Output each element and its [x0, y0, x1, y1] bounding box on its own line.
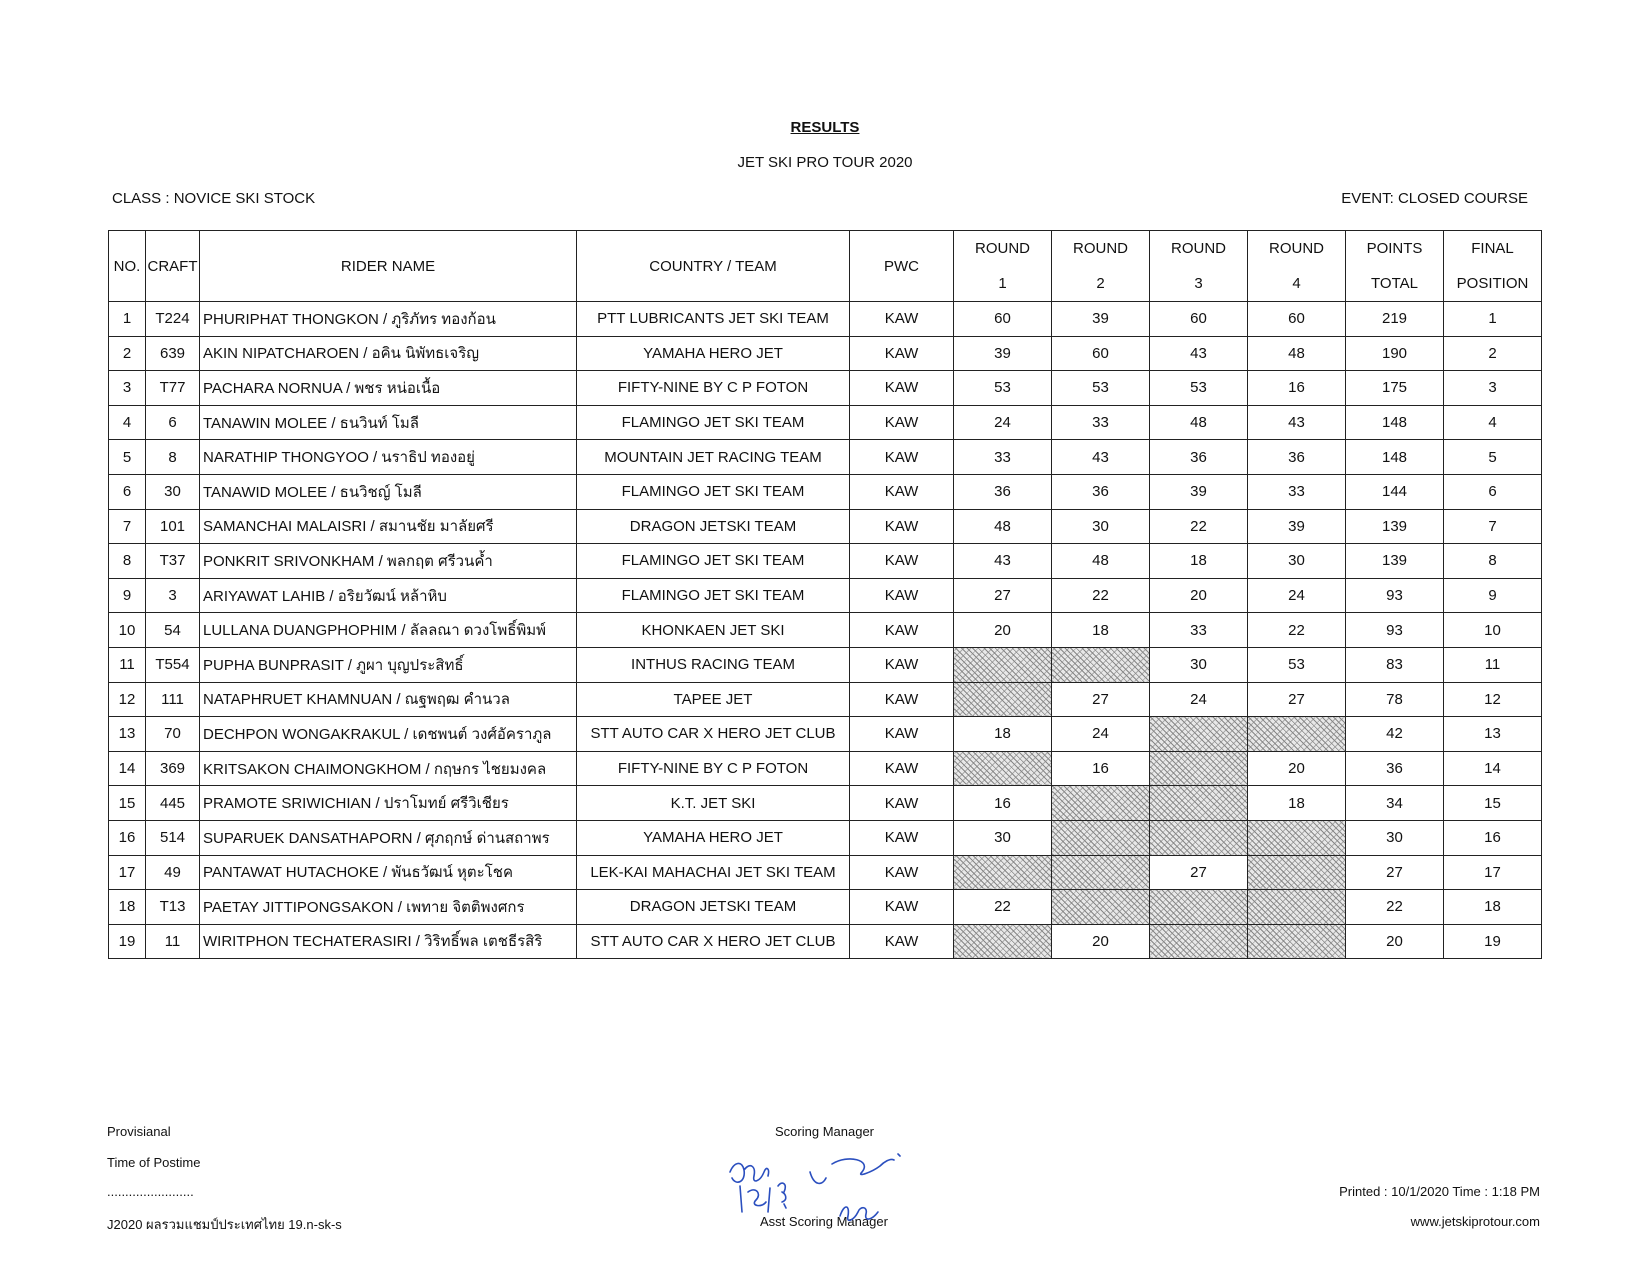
cell-round-3: 22	[1150, 509, 1248, 544]
cell-team: INTHUS RACING TEAM	[577, 647, 850, 682]
cell-round-4: 20	[1248, 751, 1346, 786]
cell-craft: T13	[146, 890, 200, 925]
table-row	[109, 578, 1542, 613]
cell-round-3: 30	[1150, 647, 1248, 682]
cell-team: YAMAHA HERO JET	[577, 336, 850, 371]
cell-round-4	[1248, 820, 1346, 855]
col-header-craft: CRAFT	[146, 231, 200, 302]
cell-team: K.T. JET SKI	[577, 786, 850, 821]
cell-craft: 54	[146, 613, 200, 648]
cell-round-2: 22	[1052, 578, 1150, 613]
cell-team: TAPEE JET	[577, 682, 850, 717]
cell-pwc: KAW	[850, 544, 954, 579]
handwritten-signature	[722, 1142, 942, 1232]
col-header-round-2: ROUND 2	[1052, 231, 1150, 302]
cell-round-1: 18	[954, 717, 1052, 752]
cell-final-position: 17	[1444, 855, 1542, 890]
cell-round-3: 33	[1150, 613, 1248, 648]
cell-craft: 101	[146, 509, 200, 544]
cell-round-4: 24	[1248, 578, 1346, 613]
cell-final-position: 10	[1444, 613, 1542, 648]
cell-points-total: 36	[1346, 751, 1444, 786]
cell-points-total: 148	[1346, 440, 1444, 475]
cell-team: YAMAHA HERO JET	[577, 820, 850, 855]
cell-craft: T77	[146, 371, 200, 406]
col-header-final-position: FINAL POSITION	[1444, 231, 1542, 302]
cell-round-4: 60	[1248, 302, 1346, 337]
cell-no: 4	[109, 405, 146, 440]
file-reference: J2020 ผลรวมแชมป์ประเทศไทย 19.n-sk-s	[107, 1217, 342, 1232]
table-row	[109, 336, 1542, 371]
cell-team: FLAMINGO JET SKI TEAM	[577, 578, 850, 613]
cell-pwc: KAW	[850, 405, 954, 440]
cell-round-4: 53	[1248, 647, 1346, 682]
cell-round-3: 36	[1150, 440, 1248, 475]
cell-round-3: 18	[1150, 544, 1248, 579]
cell-round-3: 43	[1150, 336, 1248, 371]
cell-pwc: KAW	[850, 440, 954, 475]
cell-points-total: 139	[1346, 509, 1444, 544]
table-row	[109, 855, 1542, 890]
cell-round-3	[1150, 751, 1248, 786]
cell-no: 6	[109, 474, 146, 509]
cell-pwc: KAW	[850, 717, 954, 752]
cell-final-position: 8	[1444, 544, 1542, 579]
cell-round-1	[954, 647, 1052, 682]
cell-team: FLAMINGO JET SKI TEAM	[577, 474, 850, 509]
cell-final-position: 14	[1444, 751, 1542, 786]
cell-pwc: KAW	[850, 578, 954, 613]
cell-team: MOUNTAIN JET RACING TEAM	[577, 440, 850, 475]
cell-pwc: KAW	[850, 890, 954, 925]
cell-rider-name: WIRITPHON TECHATERASIRI / วิริทธิ์พล เตชธีรสิริ	[200, 924, 577, 959]
cell-final-position: 16	[1444, 820, 1542, 855]
cell-round-1: 36	[954, 474, 1052, 509]
cell-no: 1	[109, 302, 146, 337]
cell-final-position: 12	[1444, 682, 1542, 717]
page-title: RESULTS	[790, 119, 860, 136]
cell-round-3: 53	[1150, 371, 1248, 406]
cell-round-4	[1248, 855, 1346, 890]
cell-round-2: 60	[1052, 336, 1150, 371]
cell-no: 2	[109, 336, 146, 371]
cell-round-3	[1150, 786, 1248, 821]
cell-craft: 6	[146, 405, 200, 440]
cell-no: 16	[109, 820, 146, 855]
col-header-round-4: ROUND 4	[1248, 231, 1346, 302]
cell-no: 9	[109, 578, 146, 613]
cell-final-position: 1	[1444, 302, 1542, 337]
cell-points-total: 219	[1346, 302, 1444, 337]
cell-points-total: 190	[1346, 336, 1444, 371]
cell-round-2: 27	[1052, 682, 1150, 717]
cell-craft: 11	[146, 924, 200, 959]
cell-round-4: 33	[1248, 474, 1346, 509]
cell-round-3	[1150, 924, 1248, 959]
cell-craft: 30	[146, 474, 200, 509]
cell-rider-name: TANAWIN MOLEE / ธนวินท์ โมลี	[200, 405, 577, 440]
table-row	[109, 405, 1542, 440]
col-header-points-total: POINTS TOTAL	[1346, 231, 1444, 302]
results-table-body	[109, 302, 1542, 959]
cell-craft: T37	[146, 544, 200, 579]
cell-round-1: 43	[954, 544, 1052, 579]
cell-pwc: KAW	[850, 855, 954, 890]
cell-rider-name: LULLANA DUANGPHOPHIM / ลัลลณา ดวงโพธิ์พิมพ์	[200, 613, 577, 648]
cell-round-2: 53	[1052, 371, 1150, 406]
cell-points-total: 83	[1346, 647, 1444, 682]
cell-round-1: 22	[954, 890, 1052, 925]
cell-pwc: KAW	[850, 924, 954, 959]
cell-round-2: 36	[1052, 474, 1150, 509]
cell-round-1: 24	[954, 405, 1052, 440]
table-row	[109, 509, 1542, 544]
event-label: EVENT: CLOSED COURSE	[1341, 190, 1528, 207]
cell-round-2: 43	[1052, 440, 1150, 475]
cell-round-3: 39	[1150, 474, 1248, 509]
cell-round-1	[954, 682, 1052, 717]
cell-final-position: 19	[1444, 924, 1542, 959]
cell-team: DRAGON JETSKI TEAM	[577, 509, 850, 544]
cell-round-4: 27	[1248, 682, 1346, 717]
cell-team: LEK-KAI MAHACHAI JET SKI TEAM	[577, 855, 850, 890]
cell-final-position: 6	[1444, 474, 1542, 509]
cell-round-2: 24	[1052, 717, 1150, 752]
cell-team: DRAGON JETSKI TEAM	[577, 890, 850, 925]
cell-team: FLAMINGO JET SKI TEAM	[577, 405, 850, 440]
cell-round-3	[1150, 890, 1248, 925]
table-row	[109, 682, 1542, 717]
cell-pwc: KAW	[850, 302, 954, 337]
cell-round-1	[954, 855, 1052, 890]
cell-no: 18	[109, 890, 146, 925]
printed-timestamp: Printed : 10/1/2020 Time : 1:18 PM	[1339, 1184, 1540, 1199]
cell-pwc: KAW	[850, 786, 954, 821]
cell-round-2	[1052, 786, 1150, 821]
cell-points-total: 27	[1346, 855, 1444, 890]
cell-round-4: 16	[1248, 371, 1346, 406]
table-row	[109, 613, 1542, 648]
cell-rider-name: PUPHA BUNPRASIT / ภูผา บุญประสิทธิ์	[200, 647, 577, 682]
cell-rider-name: AKIN NIPATCHAROEN / อคิน นิพัทธเจริญ	[200, 336, 577, 371]
table-row	[109, 544, 1542, 579]
cell-final-position: 13	[1444, 717, 1542, 752]
cell-final-position: 5	[1444, 440, 1542, 475]
cell-points-total: 93	[1346, 613, 1444, 648]
class-label: CLASS : NOVICE SKI STOCK	[112, 190, 316, 207]
cell-round-1: 27	[954, 578, 1052, 613]
cell-round-1: 60	[954, 302, 1052, 337]
cell-rider-name: KRITSAKON CHAIMONGKHOM / กฤษกร ไชยมงคล	[200, 751, 577, 786]
cell-craft: 3	[146, 578, 200, 613]
cell-round-3: 20	[1150, 578, 1248, 613]
cell-round-4: 30	[1248, 544, 1346, 579]
table-row	[109, 924, 1542, 959]
table-row	[109, 820, 1542, 855]
cell-round-3	[1150, 717, 1248, 752]
col-header-no: NO.	[109, 231, 146, 302]
cell-points-total: 34	[1346, 786, 1444, 821]
cell-team: FIFTY-NINE BY C P FOTON	[577, 371, 850, 406]
cell-final-position: 15	[1444, 786, 1542, 821]
table-row	[109, 717, 1542, 752]
cell-no: 17	[109, 855, 146, 890]
cell-round-4: 39	[1248, 509, 1346, 544]
cell-craft: 639	[146, 336, 200, 371]
cell-craft: 514	[146, 820, 200, 855]
cell-round-4	[1248, 717, 1346, 752]
cell-points-total: 78	[1346, 682, 1444, 717]
cell-rider-name: TANAWID MOLEE / ธนวิชญ์ โมลี	[200, 474, 577, 509]
cell-round-2	[1052, 647, 1150, 682]
cell-craft: 49	[146, 855, 200, 890]
cell-points-total: 139	[1346, 544, 1444, 579]
cell-rider-name: DECHPON WONGAKRAKUL / เดชพนต์ วงศ์อัคราภูล	[200, 717, 577, 752]
cell-craft: 445	[146, 786, 200, 821]
table-row	[109, 302, 1542, 337]
cell-round-1: 33	[954, 440, 1052, 475]
cell-round-3: 48	[1150, 405, 1248, 440]
cell-round-2	[1052, 890, 1150, 925]
cell-rider-name: PACHARA NORNUA / พชร หน่อเนื้อ	[200, 371, 577, 406]
cell-pwc: KAW	[850, 820, 954, 855]
table-row	[109, 751, 1542, 786]
cell-craft: 70	[146, 717, 200, 752]
cell-pwc: KAW	[850, 371, 954, 406]
cell-pwc: KAW	[850, 751, 954, 786]
cell-craft: 369	[146, 751, 200, 786]
cell-pwc: KAW	[850, 682, 954, 717]
cell-points-total: 148	[1346, 405, 1444, 440]
cell-pwc: KAW	[850, 474, 954, 509]
table-row	[109, 786, 1542, 821]
cell-team: STT AUTO CAR X HERO JET CLUB	[577, 924, 850, 959]
dotted-line: ........................	[107, 1184, 194, 1199]
cell-round-2: 39	[1052, 302, 1150, 337]
cell-points-total: 22	[1346, 890, 1444, 925]
cell-round-4: 36	[1248, 440, 1346, 475]
cell-final-position: 7	[1444, 509, 1542, 544]
cell-points-total: 93	[1346, 578, 1444, 613]
cell-rider-name: PANTAWAT HUTACHOKE / พันธวัฒน์ หุตะโชค	[200, 855, 577, 890]
cell-round-1: 16	[954, 786, 1052, 821]
cell-round-2: 33	[1052, 405, 1150, 440]
cell-points-total: 175	[1346, 371, 1444, 406]
cell-no: 8	[109, 544, 146, 579]
cell-team: FLAMINGO JET SKI TEAM	[577, 544, 850, 579]
cell-round-3: 60	[1150, 302, 1248, 337]
cell-round-2: 18	[1052, 613, 1150, 648]
cell-no: 11	[109, 647, 146, 682]
cell-round-1	[954, 751, 1052, 786]
cell-craft: T554	[146, 647, 200, 682]
cell-rider-name: NATAPHRUET KHAMNUAN / ณฐพฤฒ คำนวล	[200, 682, 577, 717]
cell-team: PTT LUBRICANTS JET SKI TEAM	[577, 302, 850, 337]
cell-round-2	[1052, 820, 1150, 855]
cell-final-position: 9	[1444, 578, 1542, 613]
time-of-postime-label: Time of Postime	[107, 1155, 201, 1170]
cell-round-1: 20	[954, 613, 1052, 648]
col-header-rider: RIDER NAME	[200, 231, 577, 302]
table-header-row	[109, 231, 1542, 302]
cell-round-1: 39	[954, 336, 1052, 371]
col-header-round-3: ROUND 3	[1150, 231, 1248, 302]
cell-round-3: 24	[1150, 682, 1248, 717]
cell-team: KHONKAEN JET SKI	[577, 613, 850, 648]
cell-round-2: 48	[1052, 544, 1150, 579]
cell-no: 14	[109, 751, 146, 786]
cell-round-2: 20	[1052, 924, 1150, 959]
cell-round-4	[1248, 924, 1346, 959]
cell-final-position: 2	[1444, 336, 1542, 371]
cell-rider-name: ARIYAWAT LAHIB / อริยวัฒน์ หล้าหิบ	[200, 578, 577, 613]
event-series-title: JET SKI PRO TOUR 2020	[737, 154, 913, 171]
asst-scoring-manager-label: Asst Scoring Manager	[760, 1214, 888, 1229]
cell-craft: 111	[146, 682, 200, 717]
website-link[interactable]: www.jetskiprotour.com	[1410, 1214, 1540, 1229]
cell-final-position: 4	[1444, 405, 1542, 440]
cell-no: 3	[109, 371, 146, 406]
table-row	[109, 474, 1542, 509]
cell-craft: 8	[146, 440, 200, 475]
scoring-manager-label: Scoring Manager	[775, 1124, 874, 1139]
cell-round-4: 43	[1248, 405, 1346, 440]
cell-rider-name: PONKRIT SRIVONKHAM / พลกฤต ศรีวนค้ำ	[200, 544, 577, 579]
table-row	[109, 371, 1542, 406]
cell-no: 19	[109, 924, 146, 959]
table-row	[109, 890, 1542, 925]
cell-round-2	[1052, 855, 1150, 890]
cell-final-position: 18	[1444, 890, 1542, 925]
cell-points-total: 42	[1346, 717, 1444, 752]
cell-no: 15	[109, 786, 146, 821]
cell-no: 12	[109, 682, 146, 717]
cell-round-1: 30	[954, 820, 1052, 855]
cell-no: 7	[109, 509, 146, 544]
cell-no: 5	[109, 440, 146, 475]
cell-round-4: 48	[1248, 336, 1346, 371]
cell-round-1	[954, 924, 1052, 959]
cell-round-4	[1248, 890, 1346, 925]
cell-rider-name: PAETAY JITTIPONGSAKON / เพทาย จิตติพงศกร	[200, 890, 577, 925]
cell-team: FIFTY-NINE BY C P FOTON	[577, 751, 850, 786]
table-row	[109, 647, 1542, 682]
cell-final-position: 11	[1444, 647, 1542, 682]
col-header-pwc: PWC	[850, 231, 954, 302]
provisional-label: Provisianal	[107, 1124, 171, 1139]
cell-rider-name: SUPARUEK DANSATHAPORN / ศุภฤกษ์ ด่านสถาพร	[200, 820, 577, 855]
cell-round-1: 48	[954, 509, 1052, 544]
cell-team: STT AUTO CAR X HERO JET CLUB	[577, 717, 850, 752]
cell-pwc: KAW	[850, 647, 954, 682]
cell-round-4: 18	[1248, 786, 1346, 821]
cell-rider-name: SAMANCHAI MALAISRI / สมานชัย มาลัยศรี	[200, 509, 577, 544]
cell-points-total: 144	[1346, 474, 1444, 509]
col-header-team: COUNTRY / TEAM	[577, 231, 850, 302]
cell-round-3	[1150, 820, 1248, 855]
col-header-round-1: ROUND 1	[954, 231, 1052, 302]
cell-round-4: 22	[1248, 613, 1346, 648]
cell-round-1: 53	[954, 371, 1052, 406]
cell-pwc: KAW	[850, 613, 954, 648]
cell-round-2: 16	[1052, 751, 1150, 786]
cell-craft: T224	[146, 302, 200, 337]
cell-rider-name: PRAMOTE SRIWICHIAN / ปราโมทย์ ศรีวิเชียร	[200, 786, 577, 821]
cell-round-2: 30	[1052, 509, 1150, 544]
cell-rider-name: NARATHIP THONGYOO / นราธิป ทองอยู่	[200, 440, 577, 475]
cell-points-total: 20	[1346, 924, 1444, 959]
cell-pwc: KAW	[850, 336, 954, 371]
results-table	[108, 230, 1542, 959]
table-row	[109, 440, 1542, 475]
cell-no: 10	[109, 613, 146, 648]
cell-rider-name: PHURIPHAT THONGKON / ภูริภัทร ทองก้อน	[200, 302, 577, 337]
cell-no: 13	[109, 717, 146, 752]
cell-round-3: 27	[1150, 855, 1248, 890]
cell-pwc: KAW	[850, 509, 954, 544]
cell-points-total: 30	[1346, 820, 1444, 855]
cell-final-position: 3	[1444, 371, 1542, 406]
